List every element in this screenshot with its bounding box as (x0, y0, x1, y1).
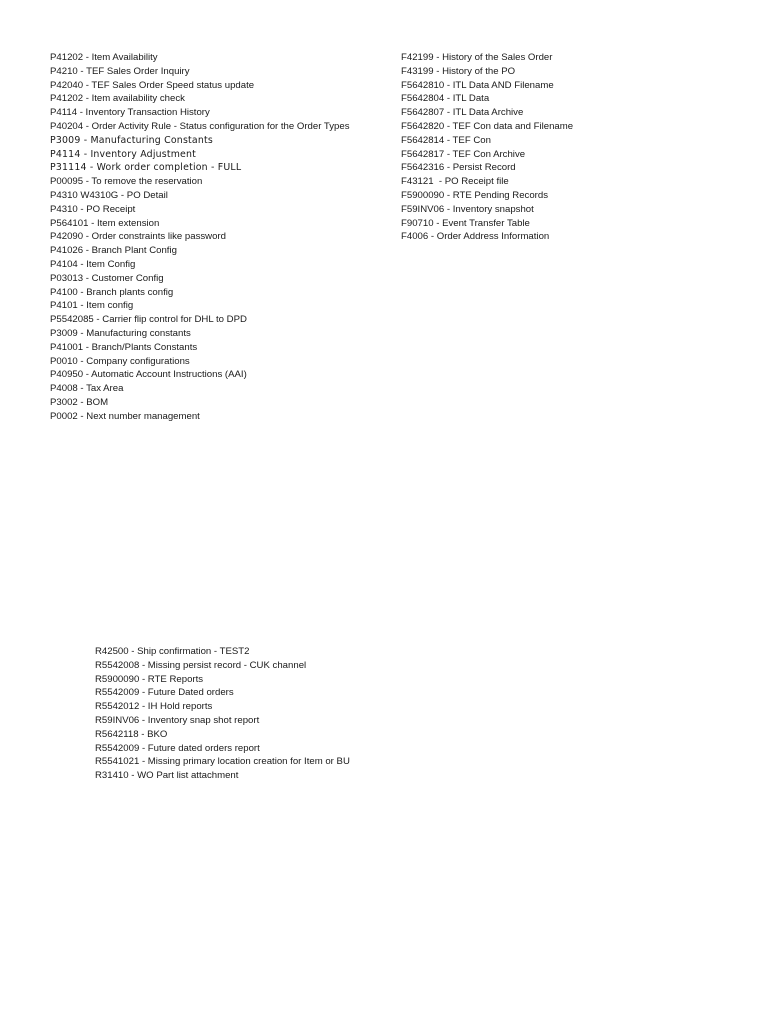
program-item: P5542085 - Carrier flip control for DHL to DPD (50, 314, 247, 326)
program-item: P3002 - BOM (50, 396, 109, 408)
program-item: P4114 - Inventory Adjustment (50, 148, 197, 160)
program-item: P4008 - Tax Area (50, 383, 124, 395)
report-item: R5642118 - BKO (95, 728, 168, 740)
reports-list (95, 645, 350, 783)
table-item: F90710 - Event Transfer Table (401, 217, 530, 229)
report-item: R5542012 - IH Hold reports (95, 701, 213, 713)
table-item: F5642814 - TEF Con (401, 134, 491, 146)
program-item: P3009 - Manufacturing Constants (50, 134, 213, 146)
program-item: P40204 - Order Activity Rule - Status configuration for the Order Types (50, 120, 350, 132)
table-item: F5900090 - RTE Pending Records (401, 189, 549, 201)
program-item: P4310 - PO Receipt (50, 203, 136, 215)
report-item: R5541021 - Missing primary location creation for Item or BU (95, 756, 350, 768)
program-item: P41202 - Item availability check (50, 93, 185, 105)
program-item: P4210 - TEF Sales Order Inquiry (50, 65, 190, 77)
table-item: F43121 - PO Receipt file (401, 176, 509, 188)
program-item: P4310 W4310G - PO Detail (50, 189, 168, 201)
program-item: P4114 - Inventory Transaction History (50, 107, 210, 119)
program-item: P03013 - Customer Config (50, 272, 164, 284)
program-item: P00095 - To remove the reservation (50, 176, 203, 188)
program-item: P42040 - TEF Sales Order Speed status update (50, 79, 255, 91)
table-item: F43199 - History of the PO (401, 65, 516, 77)
table-item: F59INV06 - Inventory snapshot (401, 203, 534, 215)
program-item: P41202 - Item Availability (50, 52, 158, 63)
table-item: F5642820 - TEF Con data and Filename (401, 120, 574, 132)
report-item: R42500 - Ship confirmation - TEST2 (95, 646, 250, 657)
program-item: P40950 - Automatic Account Instructions (AAI) (50, 369, 247, 381)
program-item: P0010 - Company configurations (50, 355, 190, 367)
program-item: P4101 - Item config (50, 300, 134, 312)
report-item: R5900090 - RTE Reports (95, 673, 204, 685)
report-item: R5542009 - Future dated orders report (95, 742, 260, 754)
program-item: P0002 - Next number management (50, 410, 200, 422)
report-item: R59INV06 - Inventory snap shot report (95, 714, 260, 726)
table-item: F4006 - Order Address Information (401, 231, 550, 243)
program-item: P31114 - Work order completion - FULL (50, 162, 242, 174)
tables-list (401, 51, 573, 244)
table-item: F42199 - History of the Sales Order (401, 52, 553, 63)
table-item: F5642810 - ITL Data AND Filename (401, 79, 554, 91)
program-item: P41026 - Branch Plant Config (50, 245, 177, 257)
table-item: F5642807 - ITL Data Archive (401, 107, 524, 119)
report-item: R31410 - WO Part list attachment (95, 770, 239, 782)
report-item: R5542008 - Missing persist record - CUK channel (95, 659, 307, 671)
program-item: P41001 - Branch/Plants Constants (50, 341, 198, 353)
program-item: P4100 - Branch plants config (50, 286, 174, 298)
programs-list (50, 51, 350, 424)
table-item: F5642316 - Persist Record (401, 162, 516, 174)
table-item: F5642817 - TEF Con Archive (401, 148, 526, 160)
table-item: F5642804 - ITL Data (401, 93, 490, 105)
program-item: P42090 - Order constraints like password (50, 231, 226, 243)
program-item: P4104 - Item Config (50, 258, 136, 270)
report-item: R5542009 - Future Dated orders (95, 687, 234, 699)
program-item: P3009 - Manufacturing constants (50, 327, 191, 339)
program-item: P564101 - Item extension (50, 217, 160, 229)
